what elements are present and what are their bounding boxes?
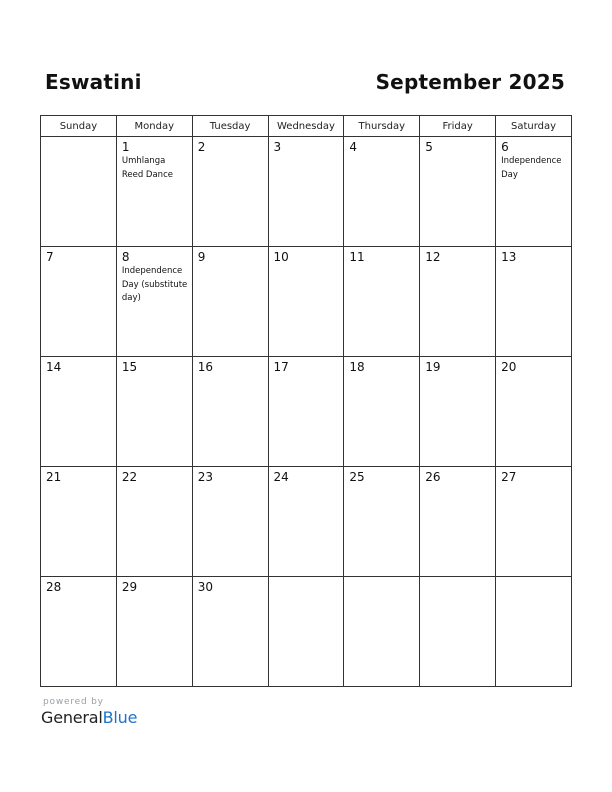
day-number: 14 <box>46 360 62 374</box>
day-number: 20 <box>501 360 517 374</box>
day-cell-23[interactable] <box>192 467 268 577</box>
day-number: 17 <box>273 360 289 374</box>
day-cell-8[interactable] <box>116 247 192 357</box>
day-cell-12[interactable] <box>420 247 496 357</box>
day-number: 23 <box>197 470 213 484</box>
holiday-label: Independence Day (substitute day) <box>121 266 188 303</box>
day-number: 21 <box>46 470 62 484</box>
day-number: 28 <box>46 580 62 594</box>
day-cell-1[interactable] <box>116 137 192 247</box>
calendar-body <box>41 137 572 687</box>
empty-day-cell <box>496 577 572 687</box>
day-number: 10 <box>273 250 289 264</box>
day-number: 3 <box>273 140 282 154</box>
week-row <box>41 467 572 577</box>
day-number: 12 <box>425 250 441 264</box>
weekday-header-friday: Friday <box>420 116 496 137</box>
week-row <box>41 247 572 357</box>
country-name: Eswatini <box>45 70 142 94</box>
day-cell-25[interactable] <box>344 467 420 577</box>
calendar-grid <box>40 115 572 687</box>
empty-day-cell <box>344 577 420 687</box>
day-number: 22 <box>121 470 138 484</box>
day-number: 2 <box>197 140 206 154</box>
day-number: 26 <box>425 470 441 484</box>
day-cell-6[interactable] <box>496 137 572 247</box>
empty-day-cell <box>41 137 117 247</box>
day-cell-26[interactable] <box>420 467 496 577</box>
day-number: 5 <box>425 140 433 154</box>
day-cell-27[interactable] <box>496 467 572 577</box>
day-number: 13 <box>501 250 517 264</box>
day-number: 15 <box>121 360 138 374</box>
weekday-header-tuesday: Tuesday <box>192 116 268 137</box>
week-row <box>41 577 572 687</box>
powered-by-label: powered by <box>43 697 104 707</box>
day-number: 29 <box>121 580 138 594</box>
empty-day-cell <box>268 577 344 687</box>
day-cell-15[interactable] <box>116 357 192 467</box>
day-number: 8 <box>121 250 130 264</box>
day-cell-20[interactable] <box>496 357 572 467</box>
weekday-header-monday: Monday <box>116 116 192 137</box>
brand-name-general: General <box>41 708 103 727</box>
day-cell-3[interactable] <box>268 137 344 247</box>
day-cell-21[interactable] <box>41 467 117 577</box>
day-number: 27 <box>501 470 517 484</box>
day-number: 9 <box>197 250 206 264</box>
day-cell-11[interactable] <box>344 247 420 357</box>
day-cell-7[interactable] <box>41 247 117 357</box>
day-cell-2[interactable] <box>192 137 268 247</box>
holiday-label: Independence Day <box>501 156 562 180</box>
day-number: 19 <box>425 360 441 374</box>
day-number: 16 <box>197 360 213 374</box>
weekday-header-sunday: Sunday <box>41 116 117 137</box>
weekday-header-thursday: Thursday <box>344 116 420 137</box>
day-cell-16[interactable] <box>192 357 268 467</box>
weekday-header-row <box>41 116 572 137</box>
day-number: 18 <box>349 360 365 374</box>
day-cell-13[interactable] <box>496 247 572 357</box>
weekday-header-wednesday: Wednesday <box>268 116 344 137</box>
day-number: 4 <box>349 140 358 154</box>
day-number: 25 <box>349 470 365 484</box>
holiday-label: Umhlanga Reed Dance <box>121 156 173 180</box>
day-number: 6 <box>501 140 509 154</box>
day-number: 7 <box>46 250 54 264</box>
day-number: 30 <box>197 580 213 594</box>
day-cell-14[interactable] <box>41 357 117 467</box>
day-cell-19[interactable] <box>420 357 496 467</box>
day-number: 11 <box>349 250 365 264</box>
empty-day-cell <box>420 577 496 687</box>
day-cell-24[interactable] <box>268 467 344 577</box>
day-cell-17[interactable] <box>268 357 344 467</box>
day-number: 1 <box>121 140 130 154</box>
day-cell-4[interactable] <box>344 137 420 247</box>
week-row <box>41 137 572 247</box>
week-row <box>41 357 572 467</box>
day-cell-22[interactable] <box>116 467 192 577</box>
day-cell-9[interactable] <box>192 247 268 357</box>
brand-name-blue: Blue <box>102 708 138 727</box>
day-cell-5[interactable] <box>420 137 496 247</box>
day-cell-18[interactable] <box>344 357 420 467</box>
brand-logo[interactable] <box>41 708 137 727</box>
day-number: 24 <box>273 470 289 484</box>
day-cell-10[interactable] <box>268 247 344 357</box>
weekday-header-saturday: Saturday <box>496 116 572 137</box>
day-cell-29[interactable] <box>116 577 192 687</box>
day-cell-28[interactable] <box>41 577 117 687</box>
day-cell-30[interactable] <box>192 577 268 687</box>
month-title: September 2025 <box>375 70 565 94</box>
